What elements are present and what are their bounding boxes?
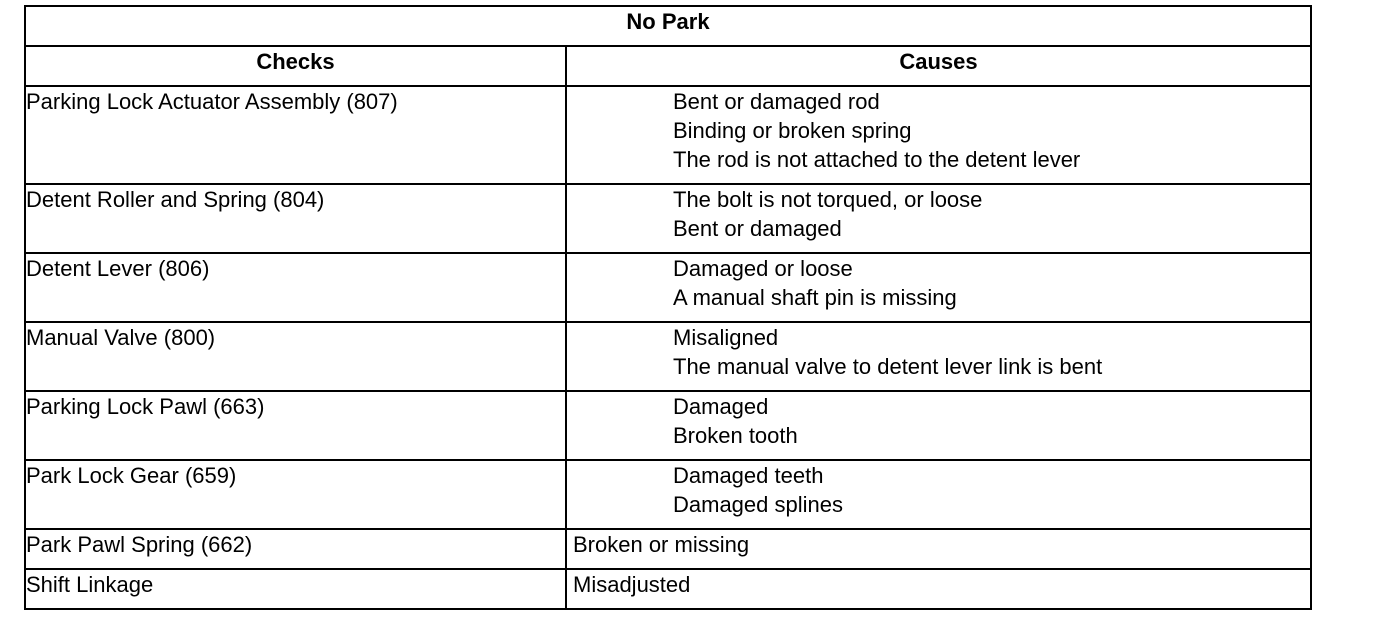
- column-header-checks: Checks: [25, 46, 566, 86]
- cause-item: Misadjusted: [573, 572, 691, 597]
- table-row: [25, 391, 1311, 460]
- check-cell: Parking Lock Actuator Assembly (807): [25, 86, 566, 184]
- cause-item: Broken tooth: [673, 423, 798, 448]
- table-row: [25, 86, 1311, 184]
- table-header-row: [25, 46, 1311, 86]
- table-title-row: [25, 6, 1311, 46]
- causes-cell: [566, 391, 1311, 460]
- table-title: No Park: [25, 6, 1311, 46]
- table-row: [25, 184, 1311, 253]
- cause-item: Bent or damaged rod: [673, 89, 880, 114]
- no-park-diagnostic-table: [24, 5, 1312, 610]
- check-cell: Park Lock Gear (659): [25, 460, 566, 529]
- check-cell: Manual Valve (800): [25, 322, 566, 391]
- column-header-causes: Causes: [566, 46, 1311, 86]
- check-cell: Shift Linkage: [25, 569, 566, 609]
- cause-item: A manual shaft pin is missing: [673, 285, 957, 310]
- table-row: [25, 322, 1311, 391]
- table-row: [25, 569, 1311, 609]
- causes-cell: [566, 86, 1311, 184]
- table-row: [25, 460, 1311, 529]
- causes-cell: [566, 460, 1311, 529]
- cause-item: Binding or broken spring: [673, 118, 912, 143]
- table-row: [25, 529, 1311, 569]
- causes-cell: [566, 529, 1311, 569]
- check-cell: Detent Lever (806): [25, 253, 566, 322]
- cause-item: Misaligned: [673, 325, 779, 350]
- check-cell: Park Pawl Spring (662): [25, 529, 566, 569]
- causes-cell: [566, 322, 1311, 391]
- cause-item: The bolt is not torqued, or loose: [673, 187, 983, 212]
- cause-item: Damaged teeth: [673, 463, 824, 488]
- cause-item: Damaged: [673, 394, 769, 419]
- cause-item: Damaged or loose: [673, 256, 853, 281]
- table-row: [25, 253, 1311, 322]
- check-cell: Detent Roller and Spring (804): [25, 184, 566, 253]
- check-cell: Parking Lock Pawl (663): [25, 391, 566, 460]
- cause-item: Broken or missing: [573, 532, 750, 557]
- cause-item: Bent or damaged: [673, 216, 842, 241]
- causes-cell: [566, 184, 1311, 253]
- causes-cell: [566, 253, 1311, 322]
- cause-item: The rod is not attached to the detent lever: [673, 147, 1081, 172]
- causes-cell: [566, 569, 1311, 609]
- cause-item: The manual valve to detent lever link is bent: [673, 354, 1103, 379]
- cause-item: Damaged splines: [673, 492, 843, 517]
